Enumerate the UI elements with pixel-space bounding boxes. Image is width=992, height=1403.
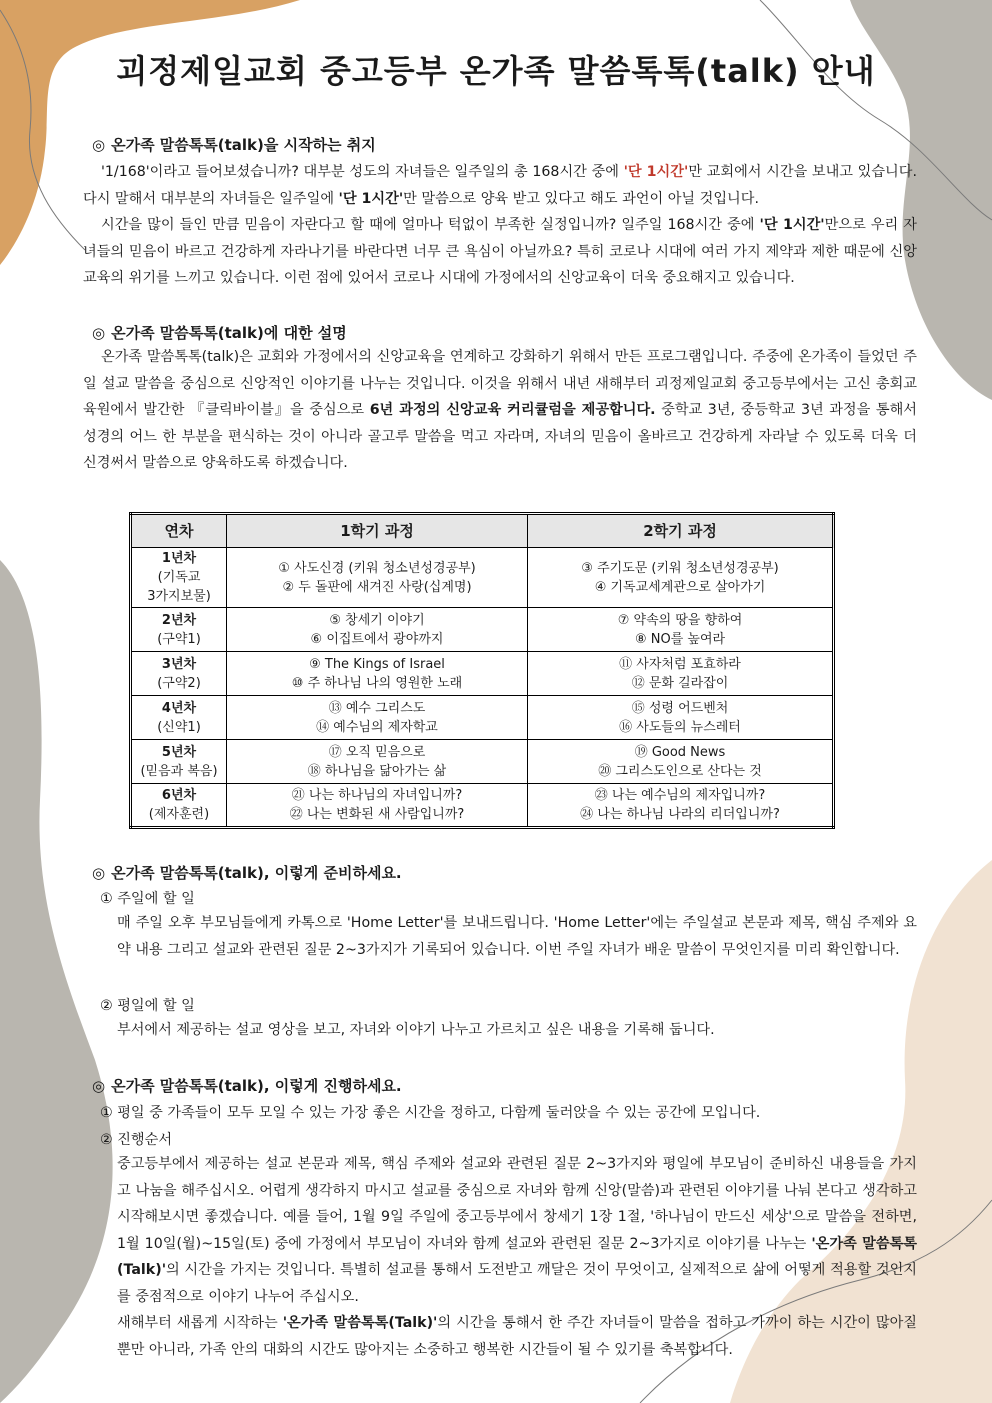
prep-item-weekday-label: ② 평일에 할 일 xyxy=(100,998,195,1014)
semester-1-cell: ⑰ 오직 믿음으로 ⑱ 하나님을 닮아가는 삶 xyxy=(227,740,528,784)
bullet-icon: ◎ xyxy=(92,1077,106,1095)
year-cell: 1년차 (기독교 3가지보물) xyxy=(131,548,227,608)
bullet-icon: ◎ xyxy=(92,136,106,154)
section-heading-preparation: ◎ 온가족 말씀톡톡(talk), 이렇게 준비하세요. xyxy=(92,864,402,882)
table-row xyxy=(131,696,834,740)
section-heading-purpose: ◎ 온가족 말씀톡톡(talk)을 시작하는 취지 xyxy=(92,136,376,154)
year-cell: 5년차 (믿음과 복음) xyxy=(131,740,227,784)
semester-1-cell: ⑤ 창세기 이야기 ⑥ 이집트에서 광야까지 xyxy=(227,608,528,652)
header-year: 연차 xyxy=(131,514,227,548)
semester-2-cell: ⑦ 약속의 땅을 향하여 ⑧ NO를 높여라 xyxy=(528,608,834,652)
semester-2-cell: ㉓ 나는 예수님의 제자입니까? ㉔ 나는 하나님 나라의 리더입니까? xyxy=(528,784,834,828)
year-cell: 3년차 (구약2) xyxy=(131,652,227,696)
semester-1-cell: ① 사도신경 (키워 청소년성경공부) ② 두 돌판에 새겨진 사랑(십계명) xyxy=(227,548,528,608)
description-paragraph: 온가족 말씀톡톡(talk)은 교회와 가정에서의 신앙교육을 연계하고 강화하기 위해서 만든 프로그램입니다. 주중에 온가족이 들었던 주일 설교 말씀을 중심으로 신앙적인 이야기를 나누는 것입니다. 이것을 위해서 내년 새해부터 괴정제일교회 중고등부에서는 고신 총회교육원에서 발간한 『클릭바이블』을 중심으로 6년 과정의 신앙교육 커리큘럼을 제공합니다. 중학교 3년, 중등학교 3년 과정을 통해서 성경의 어느 한 부분을 편식하는 것이 아니라 골고루 말씀을 먹고 자라며, 자녀의 믿음이 올바르고 건강하게 자라날 수 있도록 더욱 더 신경써서 말씀으로 양육하도록 하겠습니다. xyxy=(83,349,917,471)
semester-2-cell: ⑪ 사자처럼 포효하라 ⑫ 문화 길라잡이 xyxy=(528,652,834,696)
process-paragraph-1: 중고등부에서 제공하는 설교 본문과 제목, 핵심 주제와 설교와 관련된 질문 2~3가지와 평일에 부모님이 준비하신 내용들을 가지고 나눔을 해주십시오. 어렵게 생각하지 마시고 설교를 중심으로 자녀와 함께 신앙(말씀)과 관련된 이야기를 나눠 본다고 생각하고 시작해보시면 좋겠습니다. 예를 들어, 1월 9일 주일에 중고등부에서 창세기 1장 1절, '하나님이 만드신 세상'으로 말씀을 전하면, 1월 10일(월)~15일(토) 중에 가정에서 부모님이 자녀와 함께 설교와 관련된 질문 2~3가지로 이야기를 나누는 '온가족 말씀톡톡(Talk)'의 시간을 가지는 것입니다. 특별히 설교를 통해서 도전받고 깨달은 것이 무엇이고, 실제적으로 삶에 어떻게 적용할 것인지를 중점적으로 이야기 나누어 주십시오. xyxy=(117,1156,917,1305)
prep-item-sunday-label: ① 주일에 할 일 xyxy=(100,891,195,907)
purpose-paragraph-2: 시간을 많이 들인 만큼 믿음이 자란다고 할 때에 얼마나 턱없이 부족한 실정입니까? 일주일 168시간 중에 '단 1시간'만으로 우리 자녀들의 믿음이 바르고 건강하게 자라나기를 바란다면 너무 큰 욕심이 아닐까요? 특히 코로나 시대에 여러 가지 제약과 제한 때문에 신앙교육의 위기를 느끼고 있습니다. 이런 점에 있어서 코로나 시대에 가정에서의 신앙교육이 더욱 중요해지고 있습니다. xyxy=(83,217,917,286)
table-row xyxy=(131,652,834,696)
table-row xyxy=(131,548,834,608)
bullet-icon: ◎ xyxy=(92,864,106,882)
highlight-one-hour: '단 1시간' xyxy=(623,164,689,180)
semester-2-cell: ③ 주기도문 (키워 청소년성경공부) ④ 기독교세계관으로 살아가기 xyxy=(528,548,834,608)
table-row xyxy=(131,608,834,652)
semester-1-cell: ⑬ 예수 그리스도 ⑭ 예수님의 제자학교 xyxy=(227,696,528,740)
semester-1-cell: ㉑ 나는 하나님의 자녀입니까? ㉒ 나는 변화된 새 사람입니까? xyxy=(227,784,528,828)
bullet-icon: ◎ xyxy=(92,324,106,342)
prep-item-sunday-text: 매 주일 오후 부모님들에게 카톡으로 'Home Letter'를 보내드립니다. 'Home Letter'에는 주일설교 본문과 제목, 핵심 주제와 요약 내용 그리고 설교와 관련된 질문 2~3가지가 기록되어 있습니다. 이번 주일 자녀가 배운 말씀이 무엇인지를 미리 확인합니다. xyxy=(117,915,917,958)
table-row xyxy=(131,784,834,828)
year-cell: 6년차 (제자훈련) xyxy=(131,784,227,828)
section-heading-process: ◎ 온가족 말씀톡톡(talk), 이렇게 진행하세요. xyxy=(92,1077,402,1095)
semester-1-cell: ⑨ The Kings of Israel ⑩ 주 하나님 나의 영원한 노래 xyxy=(227,652,528,696)
purpose-paragraph-1: '1/168'이라고 들어보셨습니까? 대부분 성도의 자녀들은 일주일의 총 168시간 중에 '단 1시간'만 교회에서 시간을 보내고 있습니다. 다시 말해서 대부분의 자녀들은 일주일에 '단 1시간'만 말씀으로 양육 받고 있다고 해도 과언이 아닐 것입니다. xyxy=(83,164,917,207)
prep-item-weekday-text: 부서에서 제공하는 설교 영상을 보고, 자녀와 이야기 나누고 가르치고 싶은 내용을 기록해 둡니다. xyxy=(117,1022,715,1038)
process-item-order-label: ② 진행순서 xyxy=(100,1132,173,1148)
process-paragraph-2: 새해부터 새롭게 시작하는 '온가족 말씀톡톡(Talk)'의 시간을 통해서 한 주간 자녀들이 말씀을 접하고 가까이 하는 시간이 많아질 뿐만 아니라, 가족 안의 대화의 시간도 많아지는 소중하고 행복한 시간들이 될 수 있기를 축복합니다. xyxy=(117,1315,917,1358)
page-title: 괴정제일교회 중고등부 온가족 말씀톡톡(talk) 안내 xyxy=(116,52,876,90)
year-cell: 2년차 (구약1) xyxy=(131,608,227,652)
curriculum-table xyxy=(129,512,835,829)
process-item-time: ① 평일 중 가족들이 모두 모일 수 있는 가장 좋은 시간을 정하고, 다함께 둘러앉을 수 있는 공간에 모입니다. xyxy=(100,1105,761,1121)
semester-2-cell: ⑲ Good News ⑳ 그리스도인으로 산다는 것 xyxy=(528,740,834,784)
table-row xyxy=(131,740,834,784)
header-semester-2: 2학기 과정 xyxy=(528,514,834,548)
year-cell: 4년차 (신약1) xyxy=(131,696,227,740)
header-semester-1: 1학기 과정 xyxy=(227,514,528,548)
semester-2-cell: ⑮ 성령 어드벤처 ⑯ 사도들의 뉴스레터 xyxy=(528,696,834,740)
section-heading-description: ◎ 온가족 말씀톡톡(talk)에 대한 설명 xyxy=(92,324,347,342)
